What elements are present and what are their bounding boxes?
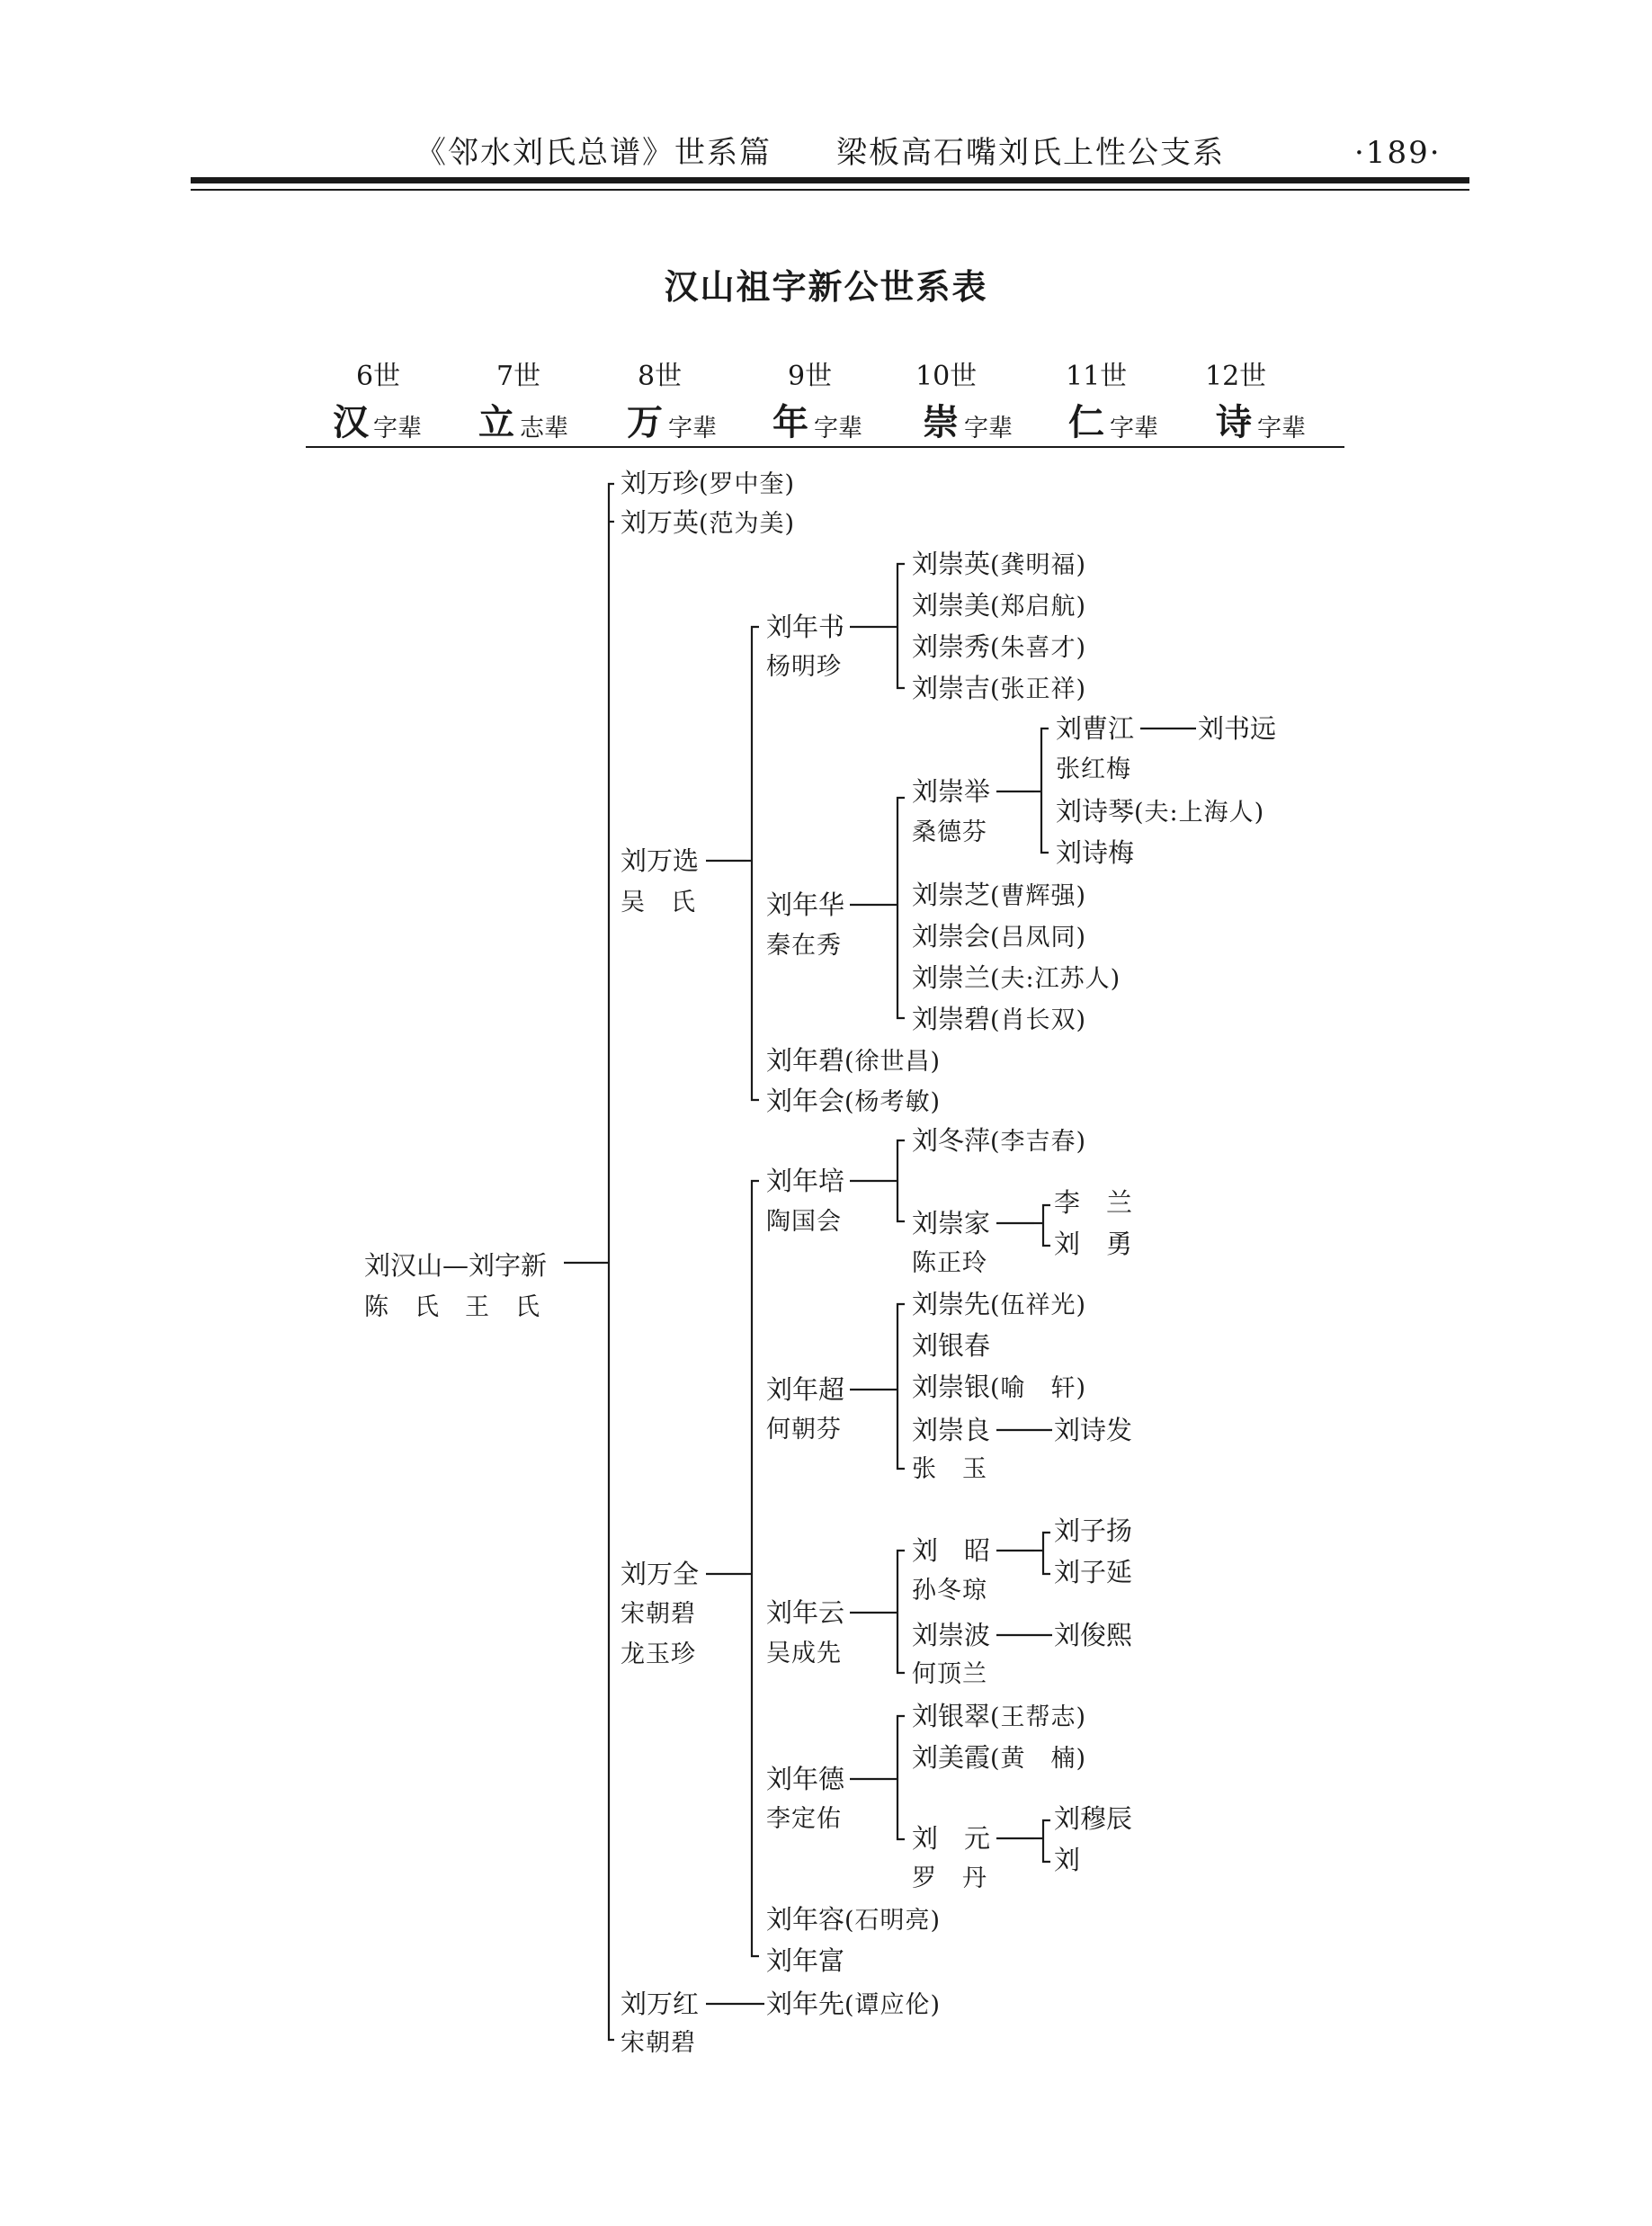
gen-9-suffix: 字辈 bbox=[814, 415, 862, 443]
person-shimei: 刘诗梅 bbox=[1056, 837, 1135, 868]
gen-12-num: 12世 bbox=[1205, 361, 1267, 392]
spouse-liuzhao: 孙冬琼 bbox=[912, 1577, 987, 1605]
person-nianhui: 刘年会(杨考敏) bbox=[766, 1086, 942, 1116]
person-nianxian: 刘年先(谭应伦) bbox=[766, 1989, 942, 2019]
person-nianfu: 刘年富 bbox=[766, 1945, 845, 1976]
spouse-wanquan-1: 宋朝碧 bbox=[621, 1600, 696, 1628]
gen-7-num: 7世 bbox=[496, 361, 541, 392]
gen-10-char: 崇 bbox=[923, 402, 959, 443]
gen-6-char: 汉 bbox=[333, 402, 369, 443]
root-name: 刘汉山—刘字新 bbox=[364, 1250, 548, 1281]
person-wanxuan: 刘万选 bbox=[621, 845, 700, 876]
person-chongzhi: 刘崇芝(曹辉强) bbox=[912, 880, 1087, 910]
book-title: 《邻水刘氏总谱》世系篇 bbox=[415, 135, 772, 171]
person-liuyuan: 刘 元 bbox=[912, 1823, 991, 1854]
person-nianchao: 刘年超 bbox=[766, 1374, 845, 1405]
person-shifa: 刘诗发 bbox=[1054, 1415, 1133, 1445]
person-chongbi: 刘崇碧(肖长双) bbox=[912, 1004, 1087, 1034]
person-junxi: 刘俊熙 bbox=[1054, 1620, 1133, 1650]
gen-10-num: 10世 bbox=[915, 361, 978, 392]
person-wanzhen: 刘万珍(罗中奎) bbox=[621, 468, 796, 498]
person-yinchun: 刘银春 bbox=[912, 1330, 991, 1361]
spouse-wanquan-2: 龙玉珍 bbox=[621, 1640, 696, 1668]
person-niande: 刘年德 bbox=[766, 1764, 845, 1794]
person-chongyin: 刘崇银(喻 轩) bbox=[912, 1372, 1087, 1402]
spouse-nianchao: 何朝芬 bbox=[766, 1416, 842, 1444]
person-dongping: 刘冬萍(李吉春) bbox=[912, 1125, 1087, 1156]
root-spouses: 陈 氏 王 氏 bbox=[364, 1293, 540, 1321]
person-shiqin: 刘诗琴(夫:上海人) bbox=[1056, 796, 1265, 827]
person-nianhua: 刘年华 bbox=[766, 890, 845, 920]
gen-9-char: 年 bbox=[772, 402, 808, 443]
person-meixia: 刘美霞(黄 楠) bbox=[912, 1742, 1087, 1773]
person-chongbo: 刘崇波 bbox=[912, 1620, 991, 1650]
page-title: 汉山祖字新公世系表 bbox=[664, 267, 988, 307]
person-chongliang: 刘崇良 bbox=[912, 1415, 991, 1445]
person-chongying: 刘崇英(龚明福) bbox=[912, 549, 1087, 579]
spouse-niande: 李定佑 bbox=[766, 1805, 842, 1833]
spouse-wanxuan: 吴 氏 bbox=[621, 889, 696, 916]
spouse-chongliang: 张 玉 bbox=[912, 1455, 987, 1483]
gen-10-suffix: 字辈 bbox=[964, 415, 1013, 443]
person-chongmei: 刘崇美(郑启航) bbox=[912, 590, 1087, 621]
spouse-nianshu: 杨明珍 bbox=[766, 653, 842, 681]
person-liu: 刘 bbox=[1054, 1845, 1081, 1875]
person-chongji: 刘崇吉(张正祥) bbox=[912, 673, 1087, 703]
gen-8-char: 万 bbox=[627, 402, 663, 443]
person-nianyun: 刘年云 bbox=[766, 1597, 845, 1628]
gen-8-num: 8世 bbox=[638, 361, 683, 392]
person-liuzhao: 刘 昭 bbox=[912, 1535, 991, 1566]
person-ziyang: 刘子扬 bbox=[1054, 1515, 1133, 1546]
gen-7-suffix: 志辈 bbox=[520, 415, 568, 443]
person-shuyuan: 刘书远 bbox=[1198, 713, 1277, 744]
person-wanhong: 刘万红 bbox=[621, 1989, 700, 2019]
gen-11-char: 仁 bbox=[1068, 402, 1104, 443]
gen-12-char: 诗 bbox=[1216, 402, 1252, 443]
person-liuyong: 刘 勇 bbox=[1054, 1229, 1133, 1259]
gen-9-num: 9世 bbox=[788, 361, 833, 392]
gen-6-num: 6世 bbox=[356, 361, 401, 392]
person-ziyan: 刘子延 bbox=[1054, 1557, 1133, 1587]
person-lilan: 李 兰 bbox=[1054, 1187, 1133, 1218]
gen-7-char: 立 bbox=[478, 402, 514, 443]
gen-6-suffix: 字辈 bbox=[373, 415, 422, 443]
gen-11-num: 11世 bbox=[1066, 361, 1128, 392]
spouse-chongbo: 何顶兰 bbox=[912, 1660, 987, 1688]
person-chonglan: 刘崇兰(夫:江苏人) bbox=[912, 962, 1121, 993]
spouse-caojiang: 张红梅 bbox=[1056, 755, 1131, 783]
person-nianrong: 刘年容(石明亮) bbox=[766, 1904, 942, 1935]
person-caojiang: 刘曹江 bbox=[1056, 713, 1135, 744]
person-chonghui: 刘崇会(吕凤同) bbox=[912, 921, 1087, 952]
gen-8-suffix: 字辈 bbox=[668, 415, 717, 443]
spouse-chongju: 桑德芬 bbox=[912, 818, 987, 846]
person-muchen: 刘穆辰 bbox=[1054, 1803, 1133, 1834]
spouse-nianyun: 吴成先 bbox=[766, 1640, 842, 1667]
spouse-wanhong: 宋朝碧 bbox=[621, 2029, 696, 2057]
person-wanying: 刘万英(范为美) bbox=[621, 507, 796, 538]
person-nianshu: 刘年书 bbox=[766, 612, 845, 642]
page-number: ·189· bbox=[1354, 135, 1442, 171]
spouse-liuyuan: 罗 丹 bbox=[912, 1864, 987, 1892]
person-chongjia: 刘崇家 bbox=[912, 1208, 991, 1238]
spouse-nianhua: 秦在秀 bbox=[766, 932, 842, 960]
spouse-nianpei: 陶国会 bbox=[766, 1208, 842, 1236]
person-yincui: 刘银翠(王帮志) bbox=[912, 1701, 1087, 1731]
branch-title: 梁板高石嘴刘氏上性公支系 bbox=[836, 135, 1225, 171]
person-chongxian: 刘崇先(伍祥光) bbox=[912, 1289, 1087, 1319]
spouse-chongjia: 陈正玲 bbox=[912, 1249, 987, 1277]
gen-11-suffix: 字辈 bbox=[1110, 415, 1158, 443]
person-chongju: 刘崇举 bbox=[912, 776, 991, 807]
person-wanquan: 刘万全 bbox=[621, 1559, 700, 1589]
person-nianpei: 刘年培 bbox=[766, 1166, 845, 1196]
person-chongxiu: 刘崇秀(朱喜才) bbox=[912, 631, 1087, 662]
gen-12-suffix: 字辈 bbox=[1257, 415, 1306, 443]
person-nianbi: 刘年碧(徐世昌) bbox=[766, 1045, 942, 1076]
